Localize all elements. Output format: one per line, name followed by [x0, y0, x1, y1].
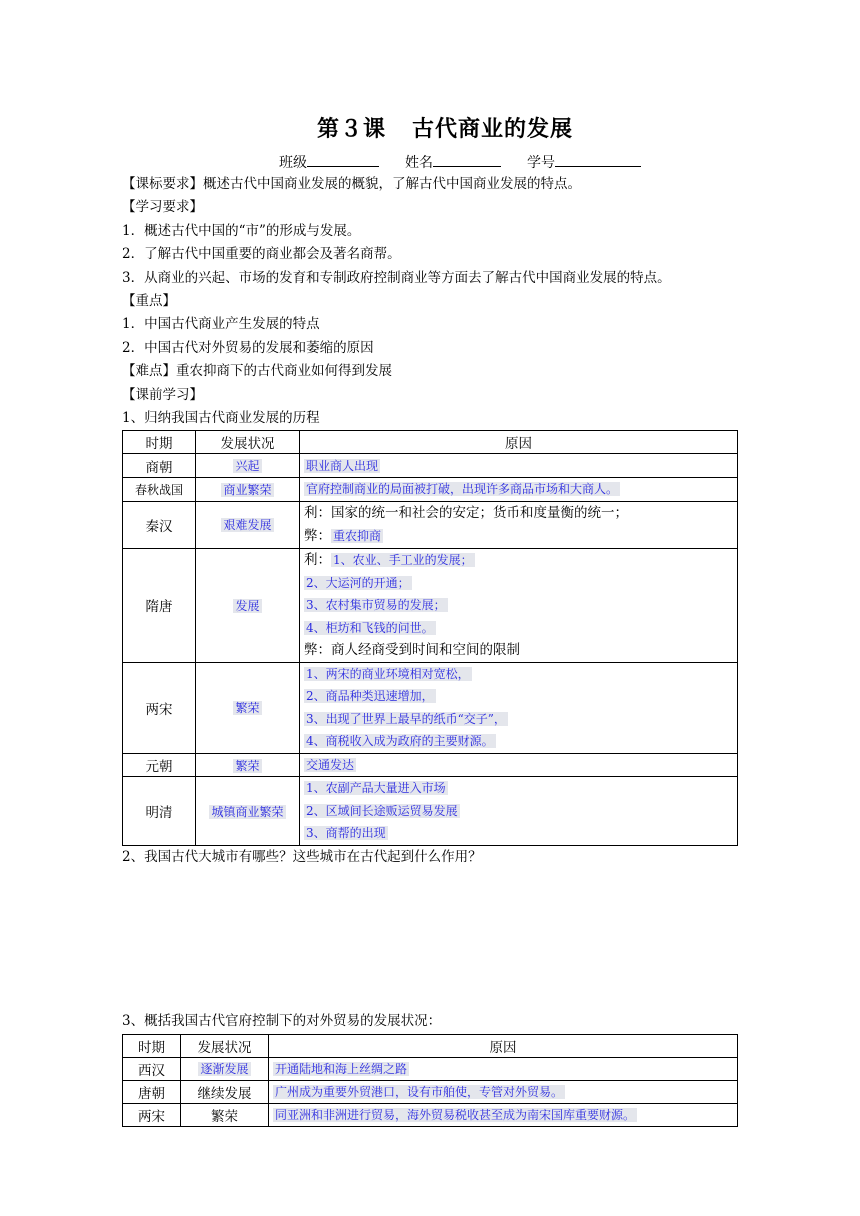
- status-answer: 兴起: [235, 459, 260, 474]
- reason-cell: [300, 501, 738, 548]
- reason-answer: 1、农副产品大量进入市场: [306, 781, 446, 796]
- reason-answer: 重农抑商: [333, 528, 382, 543]
- reason-answer: 2、区域间长途贩运贸易发展: [306, 803, 458, 818]
- reason-answer: 1、农业、手工业的发展；: [333, 553, 473, 568]
- key-header: 【重点】: [122, 293, 176, 310]
- table-row: [123, 1057, 738, 1080]
- reason-answer: 职业商人出现: [306, 458, 379, 473]
- name-label: 姓名: [405, 155, 433, 171]
- period-cell: 西汉: [123, 1057, 181, 1080]
- reason-text: 利：国家的统一和社会的安定；货币和度量衡的统一；: [304, 505, 628, 522]
- table-header-row: [123, 431, 738, 454]
- lesson-name: 古代商业的发展: [412, 116, 574, 142]
- header-period: 时期: [123, 1034, 181, 1057]
- disadvantage-label: 弊：: [304, 527, 331, 544]
- difficulty: 【难点】重农抑商下的古代商业如何得到发展: [122, 363, 392, 380]
- reason-cell: [269, 1080, 738, 1103]
- curriculum-requirement: 【课标要求】概述古代中国商业发展的概貌，了解古代中国商业发展的特点。: [122, 176, 581, 192]
- class-label: 班级: [279, 155, 307, 171]
- commerce-history-table: [122, 430, 738, 846]
- status-cell: [196, 454, 300, 478]
- status-cell: 繁荣: [181, 1103, 269, 1126]
- table-row: [123, 777, 738, 846]
- foreign-trade-table: [122, 1034, 738, 1127]
- reason-answer: 同亚洲和非洲进行贸易，海外贸易税收甚至成为南宋国库重要财源。: [275, 1108, 636, 1123]
- period-cell: 两宋: [123, 1103, 181, 1126]
- study-header: 【学习要求】: [122, 199, 203, 216]
- period-cell: 元朝: [123, 753, 196, 777]
- table-row: [123, 1103, 738, 1126]
- advantage-label: 利：: [304, 552, 331, 569]
- reason-cell: [300, 777, 738, 846]
- study-item: 1．概述古代中国的“市”的形成与发展。: [122, 222, 361, 239]
- period-cell: 唐朝: [123, 1080, 181, 1103]
- status-answer: 繁荣: [235, 701, 260, 716]
- table-row: [123, 478, 738, 502]
- status-cell: [181, 1057, 269, 1080]
- question-3: 3、概括我国古代官府控制下的对外贸易的发展状况：: [122, 1013, 442, 1030]
- status-cell: [196, 777, 300, 846]
- reason-cell: [300, 662, 738, 753]
- question-2: 2、我国古代大城市有哪些？这些城市在古代起到什么作用？: [122, 848, 482, 865]
- reason-answer: 2、商品种类迅速增加，: [306, 689, 434, 704]
- status-cell: [196, 501, 300, 548]
- reason-answer: 4、柜坊和飞钱的问世。: [306, 620, 434, 635]
- reason-answer: 广州成为重要外贸港口，设有市舶使，专管对外贸易。: [275, 1085, 564, 1100]
- table-row: [123, 662, 738, 753]
- period-cell: 秦汉: [123, 501, 196, 548]
- period-cell: 春秋战国: [123, 478, 196, 502]
- reason-answer: 官府控制商业的局面被打破，出现许多商品市场和大商人。: [306, 482, 619, 497]
- header-status: 发展状况: [181, 1034, 269, 1057]
- id-label: 学号: [527, 155, 555, 171]
- reason-answer: 交通发达: [306, 757, 355, 772]
- period-cell: 明清: [123, 777, 196, 846]
- name-field[interactable]: [433, 151, 501, 167]
- status-cell: 继续发展: [181, 1080, 269, 1103]
- reason-cell: [269, 1103, 738, 1126]
- table-row: [123, 1080, 738, 1103]
- worksheet-page: [122, 112, 738, 1127]
- status-answer: 繁荣: [235, 758, 260, 773]
- period-cell: 商朝: [123, 454, 196, 478]
- header-status: 发展状况: [196, 431, 300, 454]
- reason-cell: [300, 478, 738, 502]
- table-row: [123, 548, 738, 662]
- header-period: 时期: [123, 431, 196, 454]
- lesson-number: 第３课: [316, 116, 386, 142]
- reason-text: 弊：商人经商受到时间和空间的限制: [304, 642, 520, 659]
- period-cell: 两宋: [123, 662, 196, 753]
- id-field[interactable]: [555, 151, 641, 167]
- reason-answer: 3、农村集市贸易的发展；: [306, 598, 446, 613]
- question-1: 1、归纳我国古代商业发展的历程: [122, 410, 320, 427]
- status-cell: [196, 478, 300, 502]
- header-reason: 原因: [300, 431, 738, 454]
- reason-cell: [269, 1057, 738, 1080]
- reason-answer: 4、商税收入成为政府的主要财源。: [306, 734, 494, 749]
- table-row: [123, 454, 738, 478]
- table-header-row: [123, 1034, 738, 1057]
- key-item: 1．中国古代商业产生发展的特点: [122, 316, 320, 333]
- reason-cell: [300, 454, 738, 478]
- status-cell: [196, 548, 300, 662]
- status-answer: 商业繁荣: [223, 483, 272, 498]
- header-reason: 原因: [269, 1034, 738, 1057]
- student-info-row: [182, 151, 738, 173]
- reason-answer: 3、商帮的出现: [306, 826, 386, 841]
- study-item: 3．从商业的兴起、市场的发育和专制政府控制商业等方面去了解古代中国商业发展的特点。: [122, 269, 671, 286]
- reason-answer: 3、出现了世界上最早的纸币“交子”，: [306, 711, 506, 726]
- status-answer: 艰难发展: [223, 518, 272, 533]
- reason-cell: [300, 753, 738, 777]
- pre-study-header: 【课前学习】: [122, 386, 203, 403]
- reason-answer: 2、大运河的开通；: [306, 575, 410, 590]
- status-cell: [196, 753, 300, 777]
- reason-answer: 1、两宋的商业环境相对宽松，: [306, 666, 470, 681]
- table-row: [123, 753, 738, 777]
- key-item: 2．中国古代对外贸易的发展和萎缩的原因: [122, 339, 374, 356]
- study-item: 2．了解古代中国重要的商业都会及著名商帮。: [122, 246, 401, 263]
- status-answer: 发展: [235, 598, 260, 613]
- status-cell: [196, 662, 300, 753]
- class-field[interactable]: [307, 151, 379, 167]
- status-answer: 城镇商业繁荣: [211, 804, 284, 819]
- status-answer: 逐渐发展: [200, 1062, 249, 1077]
- reason-answer: 开通陆地和海上丝绸之路: [275, 1062, 408, 1077]
- reason-cell: [300, 548, 738, 662]
- page-title: [152, 112, 738, 143]
- period-cell: 隋唐: [123, 548, 196, 662]
- table-row: [123, 501, 738, 548]
- answer-space[interactable]: [122, 869, 738, 1010]
